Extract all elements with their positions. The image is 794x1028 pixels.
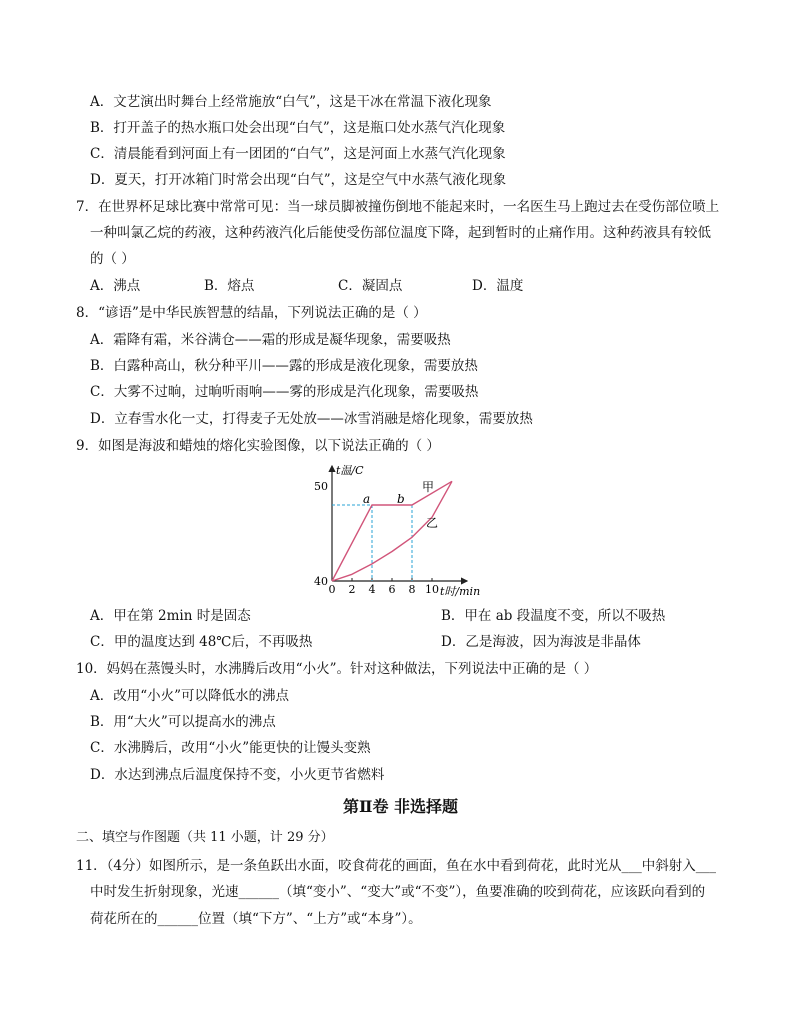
q9-stem: 9．如图是海波和蜡烛的熔化实验图像，以下说法正确的（ ） — [76, 438, 440, 454]
q7-option-d: D．温度 — [472, 278, 524, 294]
q8-option-b: B．白露种高山，秋分种平川——露的形成是液化现象，需要放热 — [90, 358, 478, 374]
q8-option-d: D．立春雪水化一丈，打得麦子无处放——冰雪消融是熔化现象，需要放热 — [90, 411, 533, 427]
q6-option-d: D．夏天，打开冰箱门时常会出现“白气”，这是空气中水蒸气液化现象 — [90, 172, 507, 188]
chart-x-tick-label: 10 — [425, 583, 439, 596]
q10-stem: 10．妈妈在蒸馒头时，水沸腾后改用“小火”。针对这种做法，下列说法中正确的是（ ） — [76, 661, 598, 677]
q9-option-c: C．甲的温度达到 48℃后，不再吸热 — [90, 634, 313, 650]
q11-stem-line1: 11．（4分）如图所示，是一条鱼跃出水面，咬食荷花的画面，鱼在水中看到荷花，此时光从___中斜射入___ — [76, 858, 717, 874]
chart-series-jia — [332, 481, 452, 581]
q7-option-a: A．沸点 — [90, 278, 141, 294]
chart-series-yi — [332, 481, 452, 581]
q9-option-b: B．甲在 ab 段温度不变，所以不吸热 — [441, 608, 666, 624]
q8-option-c: C．大雾不过晌，过晌听雨响——雾的形成是汽化现象，需要吸热 — [90, 384, 479, 400]
q11-stem-line2: 中时发生折射现象，光速______（填“变小”、“变大”或“不变”），鱼要准确的咬到荷花，应该跃向看到的 — [90, 884, 706, 900]
q6-option-a: A．文艺演出时舞台上经常施放“白气”，这是干冰在常温下液化现象 — [90, 94, 492, 110]
q8-option-a: A．霜降有霜，米谷满仓——霜的形成是凝华现象，需要吸热 — [90, 332, 451, 348]
chart-point-label-b: b — [397, 492, 405, 506]
chart-y-axis-label: t温/C — [336, 464, 364, 477]
q6-option-c: C．清晨能看到河面上有一团团的“白气”，这是河面上水蒸气汽化现象 — [90, 146, 506, 162]
q9-option-a: A．甲在第 2min 时是固态 — [90, 608, 251, 624]
section-subtitle: 二、填空与作图题（共 11 小题，计 29 分） — [76, 830, 334, 845]
q7-stem-line2: 一种叫氯乙烷的药液，这种药液汽化后能使受伤部位温度下降，起到暂时的止痛作用。这种药液具有较低 — [90, 225, 711, 241]
chart-x-tick-label: 8 — [408, 583, 416, 596]
section-title: 第Ⅱ卷 非选择题 — [343, 797, 459, 816]
q10-option-b: B．用“大火”可以提高水的沸点 — [90, 714, 276, 730]
q11-stem-line3: 荷花所在的______位置（填“下方”、“上方”或“本身”）。 — [90, 911, 422, 927]
chart-x-tick-label: 4 — [368, 583, 376, 596]
q10-option-a: A．改用“小火”可以降低水的沸点 — [90, 688, 290, 704]
chart-series-label-jia: 甲 — [422, 480, 435, 494]
q8-stem: 8．“谚语”是中华民族智慧的结晶，下列说法正确的是（ ） — [76, 305, 427, 321]
q10-option-c: C．水沸腾后，改用“小火”能更快的让馒头变熟 — [90, 740, 371, 756]
q7-option-c: C．凝固点 — [338, 278, 403, 294]
q10-option-d: D．水达到沸点后温度保持不变，小火更节省燃料 — [90, 767, 385, 783]
chart-x-tick-label: 2 — [348, 583, 356, 596]
chart-series-label-yi: 乙 — [426, 516, 439, 530]
q7-stem-line1: 7．在世界杯足球比赛中常常可见：当一球员脚被撞伤倒地不能起来时，一名医生马上跑过去在受伤部位喷上 — [76, 199, 720, 215]
q7-stem-line3: 的（ ） — [90, 251, 135, 267]
q9-option-d: D．乙是海波，因为海波是非晶体 — [441, 634, 641, 650]
chart-point-label-a: a — [363, 492, 371, 506]
q6-option-b: B．打开盖子的热水瓶口处会出现“白气”，这是瓶口处水蒸气汽化现象 — [90, 120, 506, 136]
melting-chart — [300, 458, 510, 603]
chart-x-axis-label: t时/min — [440, 585, 481, 598]
chart-x-tick-label: 0 — [328, 583, 336, 596]
q7-option-b: B．熔点 — [204, 278, 255, 294]
chart-x-tick-label: 6 — [388, 583, 396, 596]
chart-y-tick-label: 40 — [314, 575, 328, 588]
chart-y-tick-label: 50 — [314, 480, 328, 493]
